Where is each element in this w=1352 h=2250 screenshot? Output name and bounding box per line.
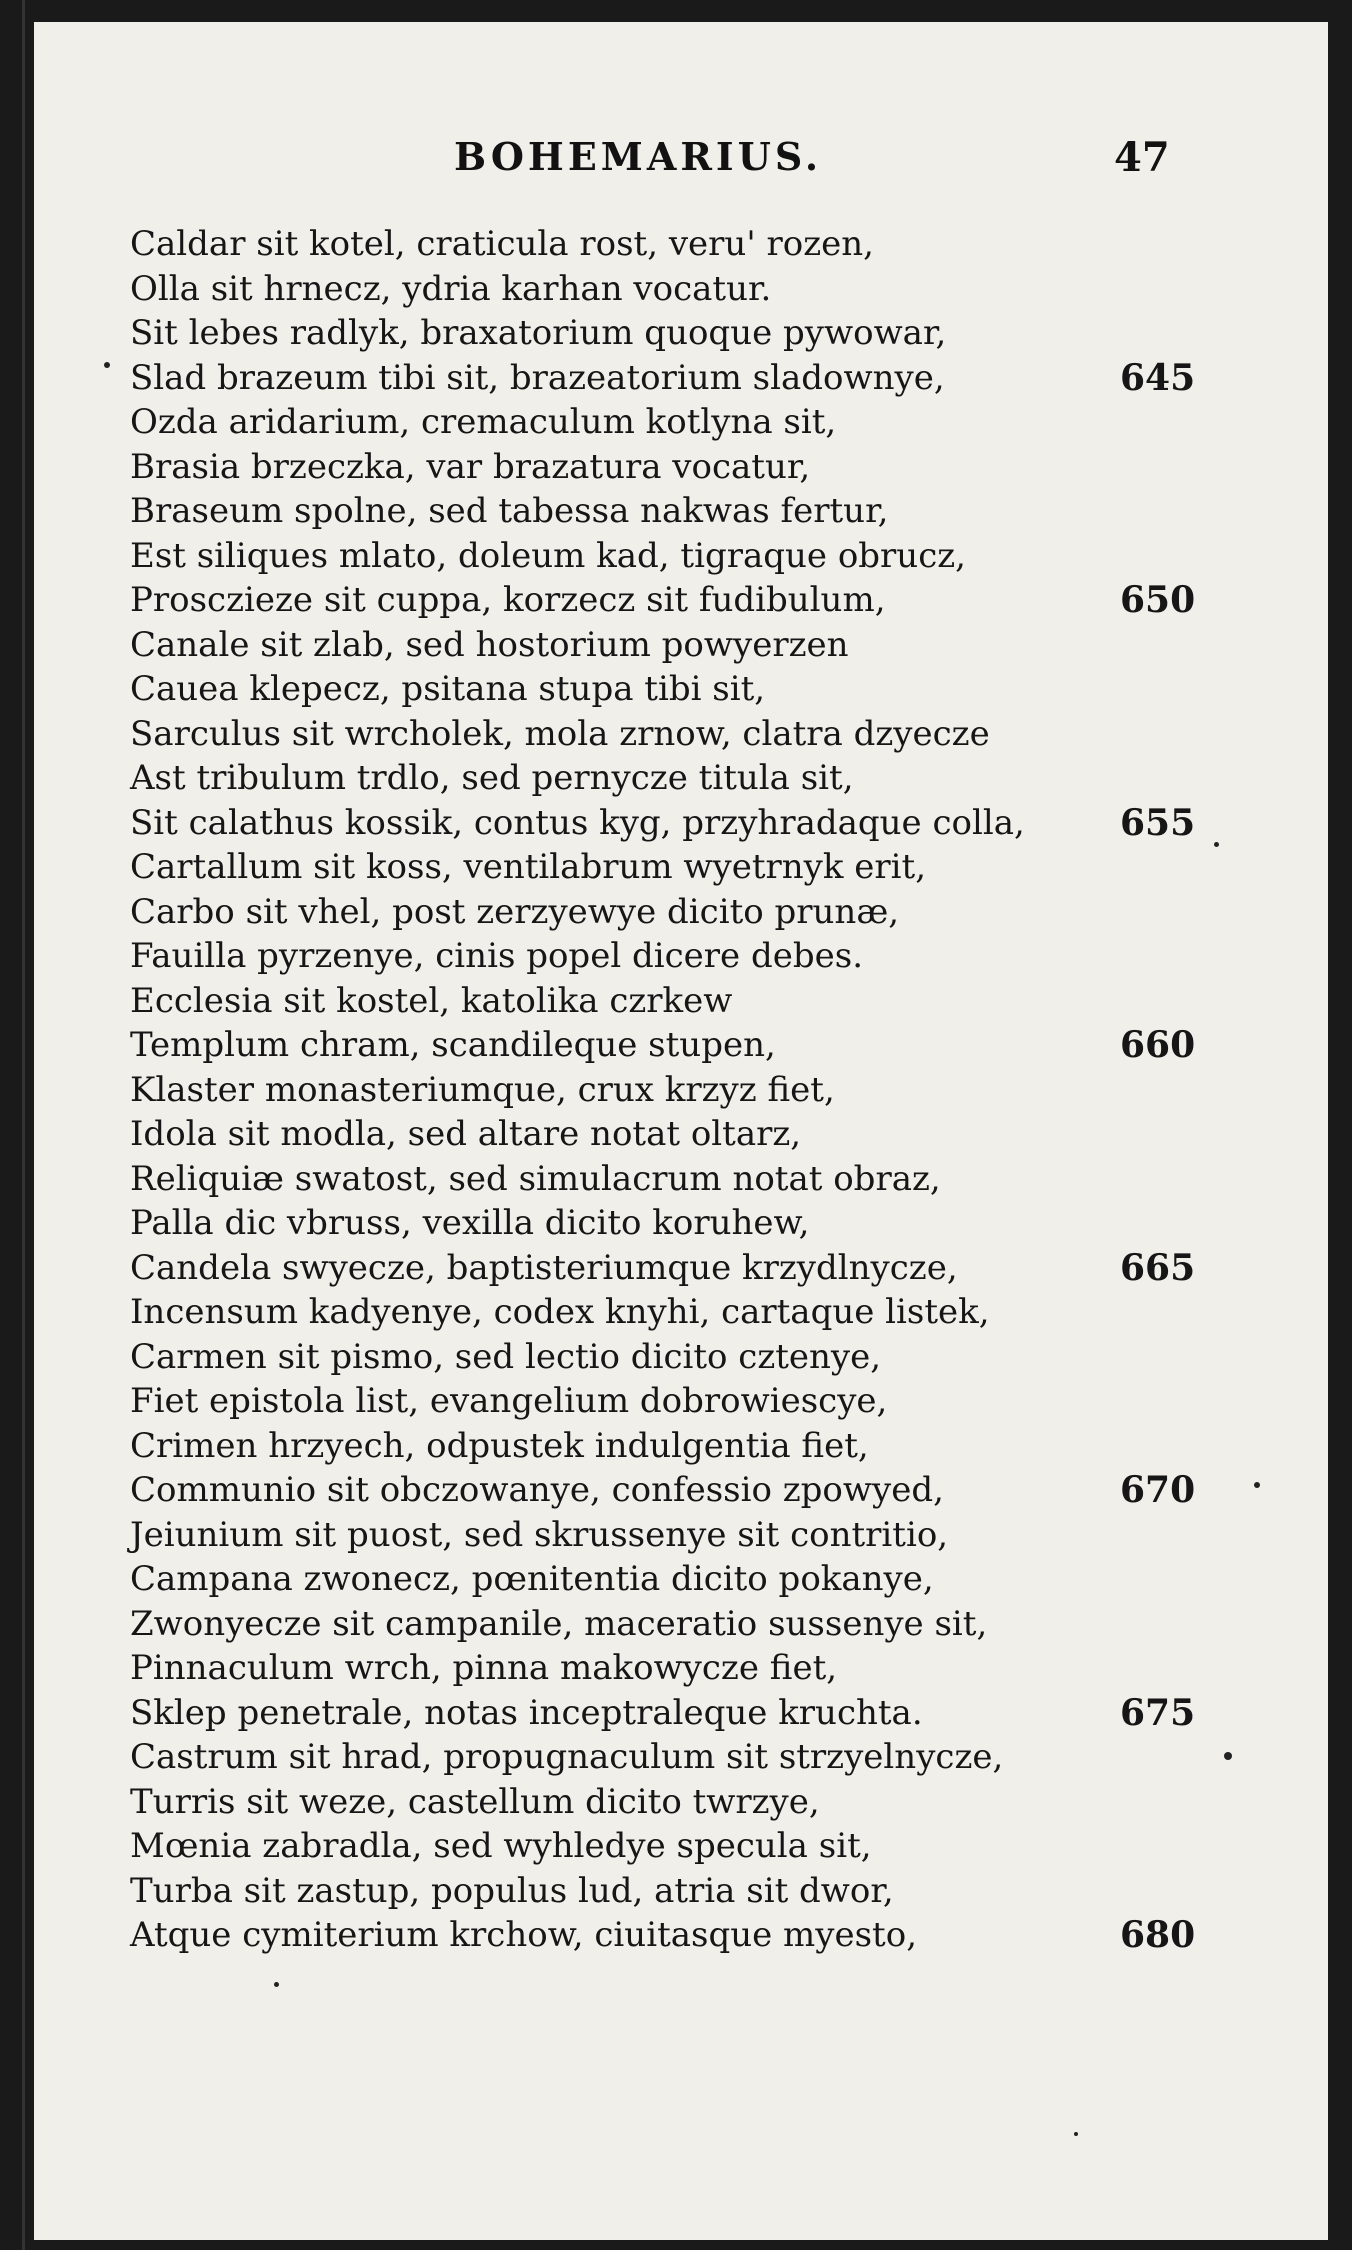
verse-line	[130, 1379, 1270, 1424]
verse-text: Carmen sit pismo, sed lectio dicito cztenye,	[130, 1336, 882, 1377]
verse-text: Zwonyecze sit campanile, maceratio sussenye sit,	[130, 1603, 988, 1644]
line-number: 680	[1120, 1914, 1196, 1956]
verse-text: Ast tribulum trdlo, sed pernycze titula sit,	[130, 758, 854, 798]
verse-text: Castrum sit hrad, propugnaculum sit strzyelnycze,	[130, 1737, 1004, 1777]
verse-text: Turba sit zastup, populus lud, atria sit dwor,	[130, 1870, 894, 1911]
verse-text: Idola sit modla, sed altare notat oltarz,	[130, 1114, 802, 1154]
verse-text: Ozda aridarium, cremaculum kotlyna sit,	[130, 402, 837, 442]
ink-speck	[104, 362, 110, 368]
verse-text: Communio sit obczowanye, confessio zpowyed,	[130, 1470, 944, 1510]
verse-text: Braseum spolne, sed tabessa nakwas fertur,	[130, 491, 889, 531]
verse-line	[130, 1290, 1270, 1335]
verse-text: Carbo sit vhel, post zerzyewye dicito prunæ,	[130, 891, 900, 932]
book-page	[34, 22, 1328, 2240]
verse-line	[130, 1691, 1270, 1736]
verse-line	[130, 578, 1270, 623]
verse-text: Turris sit weze, castellum dicito twrzye,	[130, 1781, 820, 1822]
verse-line	[130, 400, 1270, 445]
verse-text: Candela swyecze, baptisteriumque krzydlnycze,	[130, 1247, 958, 1288]
line-number: 650	[1120, 579, 1196, 621]
line-number: 660	[1120, 1024, 1196, 1066]
verse-line	[130, 712, 1270, 757]
verse-text: Slad brazeum tibi sit, brazeatorium sladownye,	[130, 357, 945, 398]
verse-line	[130, 979, 1270, 1024]
verse-line	[130, 1824, 1270, 1869]
verse-line	[130, 311, 1270, 356]
verse-text: Klaster monasteriumque, crux krzyz fiet,	[130, 1069, 835, 1110]
verse-line	[130, 267, 1270, 312]
verse-line	[130, 1068, 1270, 1113]
verse-line	[130, 1424, 1270, 1469]
page-edge-divider	[22, 0, 25, 2250]
verse-text: Crimen hrzyech, odpustek indulgentia fiet,	[130, 1425, 869, 1466]
verse-text: Sit calathus kossik, contus kyg, przyhradaque colla,	[130, 802, 1025, 843]
line-number: 665	[1120, 1246, 1196, 1289]
verse-line	[130, 1112, 1270, 1157]
verse-line	[130, 1335, 1270, 1380]
verse-text: Brasia brzeczka, var brazatura vocatur,	[130, 446, 811, 487]
verse-list	[130, 222, 1270, 1958]
verse-text: Reliquiæ swatost, sed simulacrum notat obraz,	[130, 1158, 941, 1199]
verse-line	[130, 1780, 1270, 1825]
verse-text: Campana zwonecz, pœnitentia dicito pokanye,	[130, 1559, 934, 1599]
verse-text: Jeiunium sit puost, sed skrussenye sit contritio,	[130, 1514, 949, 1555]
verse-text: Pinnaculum wrch, pinna makowycze fiet,	[130, 1648, 838, 1688]
verse-line	[130, 1157, 1270, 1202]
verse-line	[130, 845, 1270, 890]
verse-line	[130, 1646, 1270, 1691]
verse-text: Templum chram, scandileque stupen,	[130, 1025, 776, 1065]
page-number: 47	[1114, 134, 1170, 181]
verse-line	[130, 534, 1270, 579]
verse-line	[130, 356, 1270, 401]
verse-line	[130, 1023, 1270, 1068]
verse-text: Sklep penetrale, notas inceptraleque kruchta.	[130, 1692, 923, 1733]
running-title: BOHEMARIUS.	[454, 134, 823, 179]
verse-line	[130, 667, 1270, 712]
verse-line	[130, 1869, 1270, 1914]
verse-text: Atque cymiterium krchow, ciuitasque myesto,	[130, 1915, 917, 1955]
verse-line	[130, 1913, 1270, 1958]
verse-text: Caldar sit kotel, craticula rost, veru' rozen,	[130, 224, 874, 264]
verse-line	[130, 934, 1270, 979]
verse-line	[130, 756, 1270, 801]
verse-text: Est siliques mlato, doleum kad, tigraque obrucz,	[130, 535, 966, 576]
verse-line	[130, 890, 1270, 935]
verse-line	[130, 1201, 1270, 1246]
verse-text: Sarculus sit wrcholek, mola zrnow, clatra dzyecze	[130, 713, 990, 754]
verse-line	[130, 445, 1270, 490]
verse-line	[130, 1246, 1270, 1291]
verse-line	[130, 222, 1270, 267]
ink-speck	[274, 1982, 279, 1987]
verse-text: Palla dic vbruss, vexilla dicito koruhew,	[130, 1203, 810, 1243]
ink-speck	[1214, 842, 1219, 847]
ink-speck	[1074, 2132, 1078, 2136]
verse-text: Olla sit hrnecz, ydria karhan vocatur.	[130, 268, 772, 309]
line-number: 675	[1120, 1691, 1196, 1734]
verse-text: Incensum kadyenye, codex knyhi, cartaque listek,	[130, 1292, 990, 1332]
verse-line	[130, 1557, 1270, 1602]
ink-speck	[1254, 1482, 1260, 1488]
line-number: 645	[1120, 356, 1196, 399]
line-number: 655	[1120, 801, 1196, 844]
verse-line	[130, 1735, 1270, 1780]
verse-text: Ecclesia sit kostel, katolika czrkew	[130, 980, 733, 1021]
verse-text: Prosczieze sit cuppa, korzecz sit fudibulum,	[130, 580, 886, 620]
verse-line	[130, 1468, 1270, 1513]
line-number: 670	[1120, 1469, 1196, 1511]
verse-text: Cartallum sit koss, ventilabrum wyetrnyk erit,	[130, 847, 926, 887]
verse-line	[130, 489, 1270, 534]
verse-text: Cauea klepecz, psitana stupa tibi sit,	[130, 669, 766, 709]
verse-line	[130, 1513, 1270, 1558]
verse-text: Fiet epistola list, evangelium dobrowiescye,	[130, 1381, 888, 1421]
verse-line	[130, 801, 1270, 846]
verse-line	[130, 1602, 1270, 1647]
verse-text: Canale sit zlab, sed hostorium powyerzen	[130, 624, 849, 665]
verse-text: Mœnia zabradla, sed wyhledye specula sit,	[130, 1826, 872, 1866]
verse-text: Fauilla pyrzenye, cinis popel dicere debes.	[130, 936, 864, 976]
page-header	[34, 134, 1328, 194]
verse-text: Sit lebes radlyk, braxatorium quoque pywowar,	[130, 313, 947, 353]
verse-line	[130, 623, 1270, 668]
ink-speck	[1224, 1752, 1232, 1760]
